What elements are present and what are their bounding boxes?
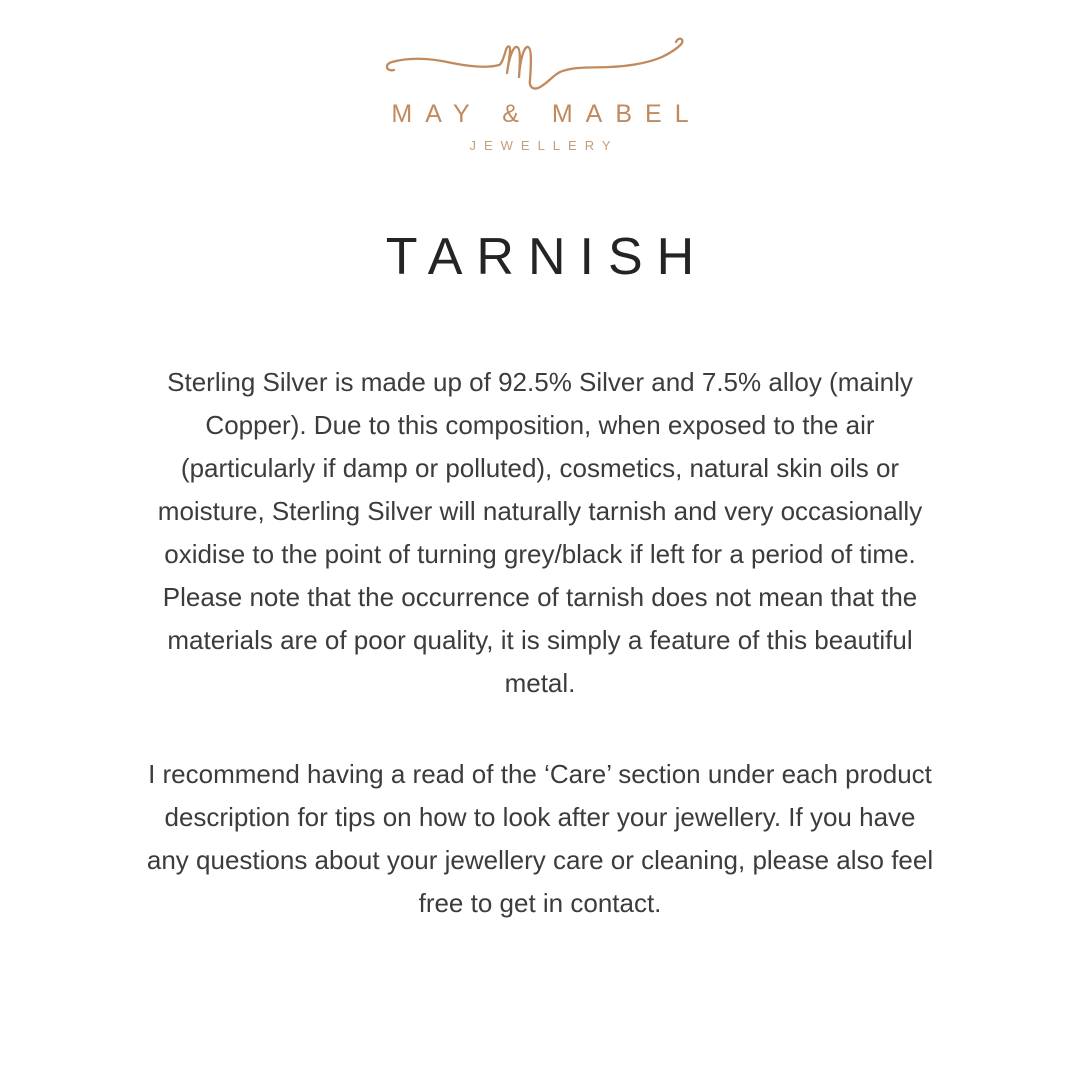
- logo-m-flourish-icon: [382, 36, 698, 90]
- body-text: [30, 361, 1050, 925]
- text-line: any questions about your jewellery care or cleaning, please also feel: [146, 845, 934, 875]
- text-line: Sterling Silver is made up of 92.5% Silver and 7.5% alloy (mainly: [167, 367, 913, 397]
- brand-logo: [0, 0, 1080, 153]
- text-line: Copper). Due to this composition, when exposed to the air: [205, 410, 875, 440]
- text-line: metal.: [504, 668, 576, 698]
- paragraph-care-recommendation: [30, 753, 1050, 925]
- text-line: materials are of poor quality, it is simply a feature of this beautiful: [167, 625, 913, 655]
- text-line: Please note that the occurrence of tarnish does not mean that the: [162, 582, 918, 612]
- text-line: (particularly if damp or polluted), cosmetics, natural skin oils or: [180, 453, 900, 483]
- text-line: oxidise to the point of turning grey/black if left for a period of time.: [164, 539, 916, 569]
- text-line: moisture, Sterling Silver will naturally tarnish and very occasionally: [157, 496, 923, 526]
- text-line: free to get in contact.: [418, 888, 662, 918]
- text-line: description for tips on how to look after your jewellery. If you have: [164, 802, 916, 832]
- page-title: TARNISH: [385, 228, 709, 286]
- text-line: I recommend having a read of the ‘Care’ section under each product: [148, 759, 932, 789]
- brand-name: MAY & MABEL: [391, 100, 702, 128]
- paragraph-tarnish-description: [30, 361, 1050, 705]
- brand-tagline: JEWELLERY: [469, 138, 619, 153]
